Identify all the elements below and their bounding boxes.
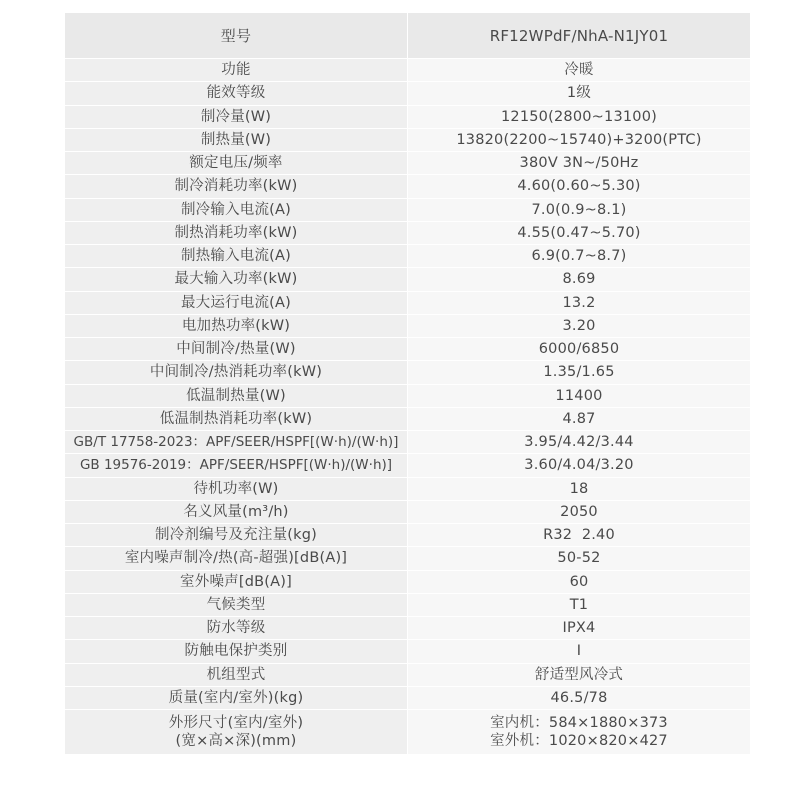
dimensions-label-line1: 外形尺寸(室内/室外) [168, 715, 304, 731]
row-label: 额定电压/频率 [65, 152, 408, 175]
row-value: 舒适型风冷式 [408, 663, 751, 686]
row-value: 4.55(0.47~5.70) [408, 221, 751, 244]
table-row [65, 221, 751, 244]
row-value: 7.0(0.9~8.1) [408, 198, 751, 221]
table-row [65, 175, 751, 198]
row-value: 12150(2800~13100) [408, 105, 751, 128]
row-value: 3.20 [408, 314, 751, 337]
table-row [65, 82, 751, 105]
table-row [65, 547, 751, 570]
row-label: 中间制冷/热量(W) [65, 338, 408, 361]
table-row [65, 593, 751, 616]
row-label: 制冷量(W) [65, 105, 408, 128]
row-value: 380V 3N~/50Hz [408, 152, 751, 175]
table-row [65, 686, 751, 709]
row-label: 制热输入电流(A) [65, 245, 408, 268]
table-row [65, 570, 751, 593]
row-value: 3.95/4.42/3.44 [408, 431, 751, 454]
table-header-row [65, 13, 751, 59]
row-label: 制热量(W) [65, 128, 408, 151]
row-label: 低温制热量(W) [65, 384, 408, 407]
row-value: 13.2 [408, 291, 751, 314]
row-value: 50-52 [408, 547, 751, 570]
table-row [65, 407, 751, 430]
row-label: 制热消耗功率(kW) [65, 221, 408, 244]
row-label: 防触电保护类别 [65, 640, 408, 663]
row-label: 质量(室内/室外)(kg) [65, 686, 408, 709]
row-value: 1.35/1.65 [408, 361, 751, 384]
row-value: 3.60/4.04/3.20 [408, 454, 751, 477]
row-value: 6.9(0.7~8.7) [408, 245, 751, 268]
row-label: 待机功率(W) [65, 477, 408, 500]
row-value: IPX4 [408, 617, 751, 640]
row-label: 机组型式 [65, 663, 408, 686]
table-row [65, 431, 751, 454]
table-row [65, 384, 751, 407]
row-value: R32 2.40 [408, 524, 751, 547]
row-value: 46.5/78 [408, 686, 751, 709]
table-row [65, 291, 751, 314]
row-label: GB 19576-2019：APF/SEER/HSPF[(W·h)/(W·h)] [65, 454, 408, 477]
row-label: 低温制热消耗功率(kW) [65, 407, 408, 430]
row-value: 4.60(0.60~5.30) [408, 175, 751, 198]
table-row [65, 198, 751, 221]
row-value: 冷暖 [408, 59, 751, 82]
table-row [65, 617, 751, 640]
table-row [65, 663, 751, 686]
row-value: 60 [408, 570, 751, 593]
model-label: 型号 [65, 13, 408, 59]
row-label: 名义风量(m³/h) [65, 500, 408, 523]
row-label: 中间制冷/热消耗功率(kW) [65, 361, 408, 384]
table-row [65, 338, 751, 361]
spec-table [64, 12, 751, 755]
dimensions-row [65, 710, 751, 755]
table-row [65, 245, 751, 268]
indoor-unit-dimensions: 室内机：584×1880×373 [490, 715, 668, 731]
model-value: RF12WPdF/NhA-N1JY01 [408, 13, 751, 59]
table-row [65, 477, 751, 500]
row-label: GB/T 17758-2023：APF/SEER/HSPF[(W·h)/(W·h)] [65, 431, 408, 454]
table-row [65, 314, 751, 337]
table-row [65, 640, 751, 663]
outdoor-unit-dimensions: 室外机：1020×820×427 [490, 733, 668, 749]
table-row [65, 454, 751, 477]
row-value: 13820(2200~15740)+3200(PTC) [408, 128, 751, 151]
row-value: 11400 [408, 384, 751, 407]
dimensions-label [65, 710, 408, 755]
row-label: 功能 [65, 59, 408, 82]
row-value: 2050 [408, 500, 751, 523]
table-row [65, 59, 751, 82]
dimensions-value [408, 710, 751, 755]
row-value: 18 [408, 477, 751, 500]
row-label: 室外噪声[dB(A)] [65, 570, 408, 593]
row-label: 室内噪声制冷/热(高-超强)[dB(A)] [65, 547, 408, 570]
row-label: 能效等级 [65, 82, 408, 105]
table-row [65, 128, 751, 151]
row-value: 6000/6850 [408, 338, 751, 361]
table-row [65, 268, 751, 291]
dimensions-label-line2: (宽×高×深)(mm) [175, 733, 297, 749]
row-value: I [408, 640, 751, 663]
row-label: 制冷剂编号及充注量(kg) [65, 524, 408, 547]
table-row [65, 500, 751, 523]
row-label: 电加热功率(kW) [65, 314, 408, 337]
row-value: 4.87 [408, 407, 751, 430]
table-row [65, 361, 751, 384]
table-row [65, 105, 751, 128]
row-label: 最大运行电流(A) [65, 291, 408, 314]
row-label: 制冷输入电流(A) [65, 198, 408, 221]
row-value: T1 [408, 593, 751, 616]
table-row [65, 524, 751, 547]
row-value: 1级 [408, 82, 751, 105]
row-label: 制冷消耗功率(kW) [65, 175, 408, 198]
row-label: 最大输入功率(kW) [65, 268, 408, 291]
row-label: 气候类型 [65, 593, 408, 616]
row-value: 8.69 [408, 268, 751, 291]
row-label: 防水等级 [65, 617, 408, 640]
table-row [65, 152, 751, 175]
